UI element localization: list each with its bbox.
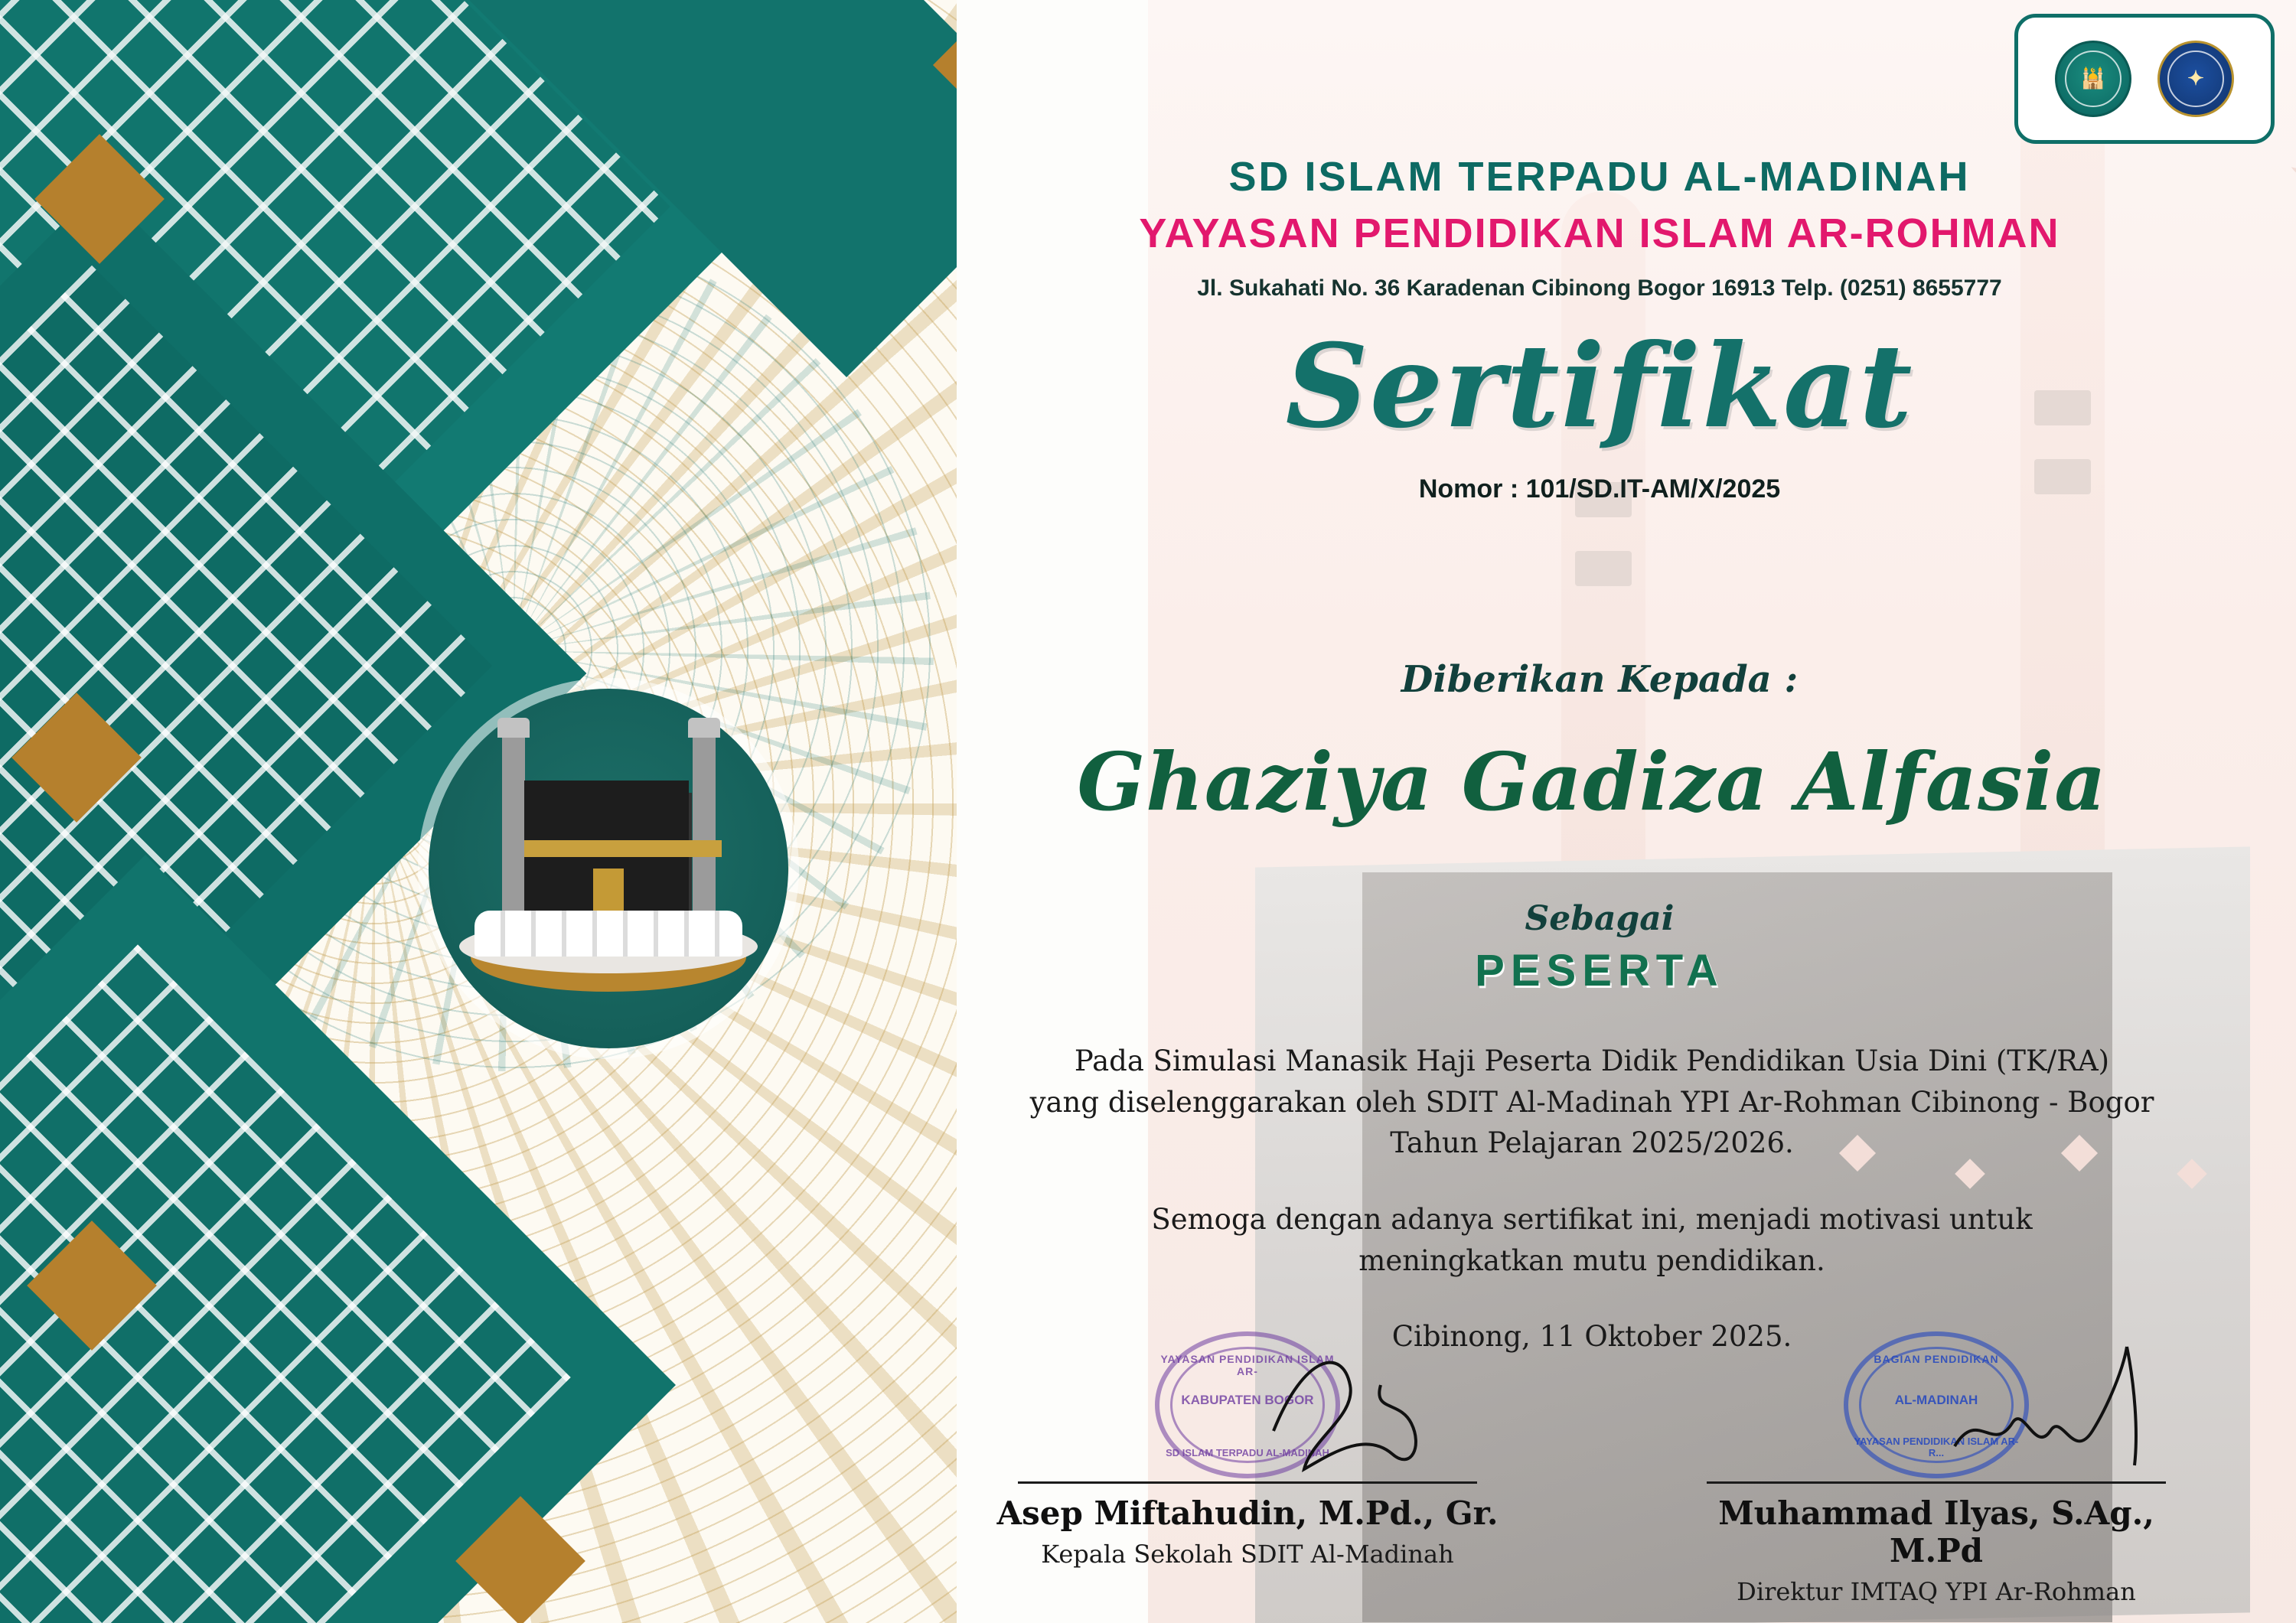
stamp-bottom-text: SD ISLAM TERPADU AL-MADINAH	[1166, 1447, 1329, 1458]
signature-block-principal	[980, 1331, 1515, 1606]
signer-role: Kepala Sekolah SDIT Al-Madinah	[1041, 1540, 1454, 1569]
kaaba-gold-band	[524, 840, 722, 857]
school-name: SD ISLAM TERPADU AL-MADINAH	[1228, 154, 1971, 200]
stamp-top-text: BAGIAN PENDIDIKAN	[1874, 1353, 1999, 1365]
signature-line	[1018, 1481, 1477, 1484]
logo-box	[2014, 14, 2275, 144]
title-block	[957, 319, 2242, 504]
place-and-date: Cibinong, 11 Oktober 2025.	[1391, 1320, 1792, 1354]
signature-block-director	[1668, 1331, 2204, 1606]
certificate-title: Sertifikat	[1285, 319, 1914, 454]
body-paragraph2-line1: Semoga dengan adanya sertifikat ini, menjadi motivasi untuk	[1151, 1202, 2033, 1236]
as-label: Sebagai	[1525, 899, 1675, 938]
kaaba-arches	[475, 911, 742, 957]
body-paragraph1-line1: Pada Simulasi Manasik Haji Peserta Didik Pendidikan Usia Dini (TK/RA)	[1074, 1045, 2110, 1077]
recipient-role: PESERTA	[1475, 946, 1724, 996]
signer-name: Asep Miftahudin, M.Pd., Gr.	[996, 1494, 1499, 1532]
header	[957, 153, 2242, 301]
ornament-panel	[0, 0, 957, 1623]
signature-line	[1707, 1481, 2166, 1484]
stamp-top-text: YAYASAN PENDIDIKAN ISLAM AR-	[1160, 1353, 1335, 1377]
signer-role: Direktur IMTAQ YPI Ar-Rohman	[1737, 1577, 2136, 1606]
foundation-logo-icon: ✦	[2157, 41, 2234, 117]
official-stamp-purple	[1155, 1331, 1340, 1478]
stamp-mid-text: KABUPATEN BOGOR	[1181, 1393, 1314, 1407]
signature-area	[903, 1331, 2281, 1606]
recipient-name: Ghaziya Gadiza Alfasia	[1077, 735, 2107, 829]
foundation-name: YAYASAN PENDIDIKAN ISLAM AR-ROHMAN	[1139, 210, 2060, 256]
body-paragraph1-line3: Tahun Pelajaran 2025/2026.	[1390, 1126, 1794, 1160]
school-logo-icon: 🕌	[2055, 41, 2131, 117]
given-to-label: Diberikan Kepada :	[1401, 658, 1799, 701]
stamp-bottom-text: YAYASAN PENDIDIKAN ISLAM AR-R...	[1854, 1436, 2019, 1458]
body-paragraph1-line2: yang diselenggarakan oleh SDIT Al-Madinah YPI Ar-Rohman Cibinong - Bogor	[1029, 1085, 2154, 1119]
kaaba-tower-icon	[693, 735, 716, 926]
body-paragraph2-line2: meningkatkan mutu pendidikan.	[1358, 1243, 1825, 1277]
body-text	[918, 1041, 2265, 1357]
certificate-number: Nomor : 101/SD.IT-AM/X/2025	[1418, 474, 1781, 504]
school-address: Jl. Sukahati No. 36 Karadenan Cibinong Bogor 16913 Telp. (0251) 8655777	[1197, 275, 2002, 301]
official-stamp-blue	[1844, 1331, 2029, 1478]
kaaba-illustration	[429, 689, 788, 1048]
stamp-mid-text: AL-MADINAH	[1894, 1393, 1978, 1407]
signer-name: Muhammad Ilyas, S.Ag., M.Pd	[1718, 1494, 2154, 1569]
kaaba-tower-icon	[502, 735, 525, 934]
minaret-left-icon	[1561, 191, 1645, 941]
